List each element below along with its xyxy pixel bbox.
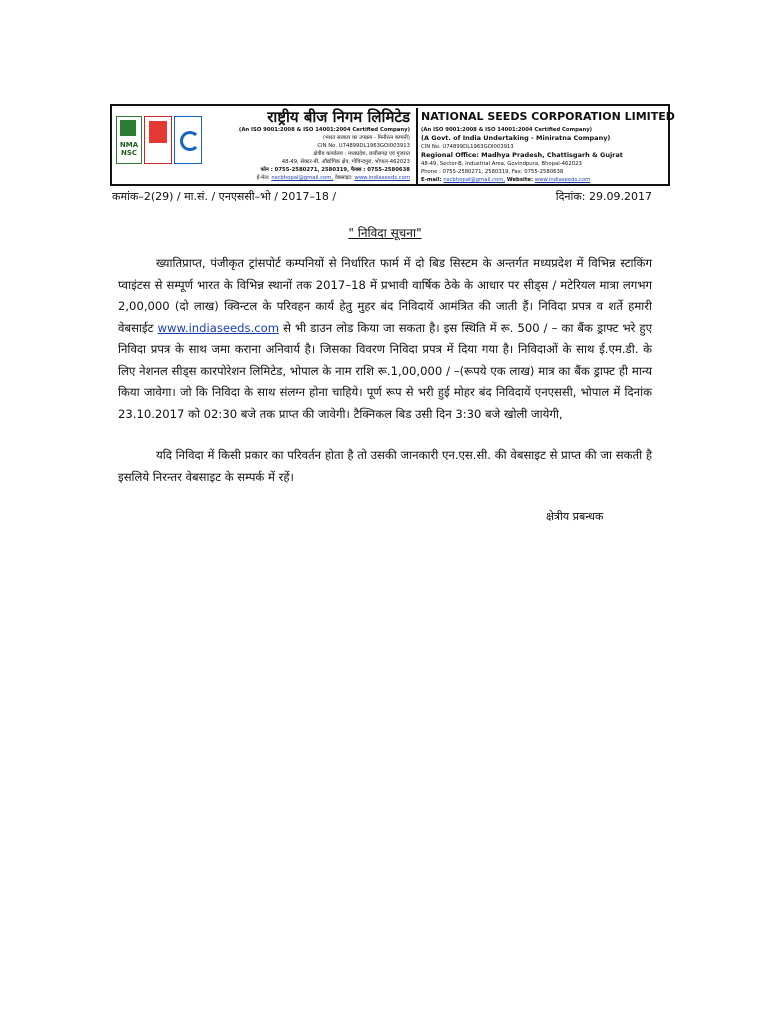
- english-email-link[interactable]: nscbhopal@gmail.com,: [443, 177, 506, 183]
- certification-logo: [144, 116, 172, 164]
- letterhead: [110, 104, 675, 186]
- update-paragraph: [118, 445, 652, 488]
- reference-number: कमांक–2(29) / मा.सं. / एनएससी–भो / 2017–18 /: [112, 190, 337, 203]
- hindi-header: [220, 108, 410, 182]
- english-website-link[interactable]: www.indiaseeds.com: [534, 177, 591, 183]
- hindi-cin: CIN No. U74899DL1963GOI003913: [317, 143, 410, 149]
- hindi-email-link[interactable]: nscbhopal@gmail.com,: [271, 175, 334, 181]
- hindi-company-name: राष्ट्रीय बीज निगम लिमिटेड: [267, 108, 410, 126]
- nsc-logo: [116, 116, 142, 164]
- letter-date: दिनांक: 29.09.2017: [555, 190, 652, 203]
- signature-designation: क्षेत्रीय प्रबन्धक: [546, 510, 604, 523]
- hindi-iso: (An ISO 9001:2008 & ISO 14001:2004 Certified Company): [238, 127, 410, 133]
- english-header: [416, 108, 675, 184]
- hindi-contact: ई-मेल: nscbhopal@gmail.com, वेबसाइट: www.indiaseeds.com: [256, 175, 410, 181]
- hindi-govt: (भारत सरकार का उपक्रम - मिनीरत्न कम्पनी): [322, 135, 410, 141]
- paragraph-text-start: ख्यातिप्राप्त, पंजीकृत ट्रांसपोर्ट कम्पनियों से निर्धारित फार्म में दो बिड सिस्टम के अन्तर्गत मध्यप्रदेश में विभिन्न स्टाकिंग प्वाइंटस से सम्पूर्ण भारत के विभिन्न स्थानों तक 2017–18 में प्रभावी वार्षिक ठेके के आधार पर सीड्स / मटेरियल मात्रा लगभग 2,00,000 (दो लाख) क्विन्टल के परिवहन कार्य हेतु मुहर बंद निविदायें आमंत्रित की जाती हैं। निविदा प्रपत्र व शर्ते हमारी वेबसाईट: [118, 256, 652, 335]
- nsc-logo-text: NMA NSC: [119, 141, 139, 157]
- english-phone: Phone : 0755-2580271, 2580319, Fax: 0755-2580638: [421, 169, 564, 175]
- logo-group: [116, 110, 204, 184]
- update-text: यदि निविदा में किसी प्रकार का परिवर्तन होता है तो उसकी जानकारी एन.एस.सी. की वेबसाइट से प्राप्त की जा सकती है इसलिये निरन्तर वेबसाइट के सम्पर्क में रहें।: [118, 448, 652, 484]
- english-contact: E-mail: nscbhopal@gmail.com, Website: www.indiaseeds.com: [421, 177, 591, 183]
- hindi-office: क्षेत्रीय कार्यालय : मध्यप्रदेश, छत्तीसगढ़ एवं गुजरात: [313, 151, 410, 157]
- english-iso: (An ISO 9001:2008 & ISO 14001:2004 Certified Company): [421, 127, 593, 133]
- english-cin: CIN No. U74899DL1963GOI003913: [421, 144, 514, 150]
- english-company-name: NATIONAL SEEDS CORPORATION LIMITED: [421, 110, 675, 123]
- hindi-address: 48-49, सेक्टर-बी, औद्योगिक क्षेत्र, गोविन्दपुरा, भोपाल-462023: [281, 159, 410, 165]
- paragraph-text-end: से भी डाउन लोड किया जा सकता है। इस स्थिति में रू. 500 / – का बैंक ड्राफ्ट भरे हुए निविदा प्रपत्र के साथ जमा कराना अनिवार्य है। जिसका विवरण निविदा प्रपत्र में दिया गया है। निविदाओं के साथ ई.एम.डी. के लिए नेशनल सीड्स कारपोरेशन लिमिटेड, भोपाल के नाम राशि रू.1,00,000 / –(रूपये एक लाख) मात्र का बैंक ड्राफ्ट ही मान्य किया जावेगा। जो कि निविदा के साथ संलग्न होना चाहिये। पूर्ण रूप से भरी हुई मोहर बंद निविदायें एनएससी, भोपाल में दिनांक 23.10.2017 को 02:30 बजे तक प्राप्त की जावेगी। टैक्निकल बिड उसी दिन 3:30 बजे खोली जायेगी,: [118, 320, 652, 421]
- hindi-phone: फोन : 0755-2580271, 2580319, फैक्स : 0755-2580638: [260, 167, 410, 173]
- english-address: 48-49, Sector-B, Industrial Area, Govindpura, Bhopal-462023: [421, 161, 582, 167]
- english-govt: (A Govt. of India Undertaking - Miniratna Company): [421, 134, 611, 142]
- hindi-website-link[interactable]: www.indiaseeds.com: [354, 175, 410, 181]
- iso-logo: [174, 116, 202, 164]
- website-link[interactable]: www.indiaseeds.com: [157, 320, 279, 335]
- notice-heading: " निविदा सूचना": [348, 226, 422, 240]
- tender-paragraph: [118, 253, 652, 425]
- english-office: Regional Office: Madhya Pradesh, Chattisgarh & Gujrat: [421, 151, 623, 159]
